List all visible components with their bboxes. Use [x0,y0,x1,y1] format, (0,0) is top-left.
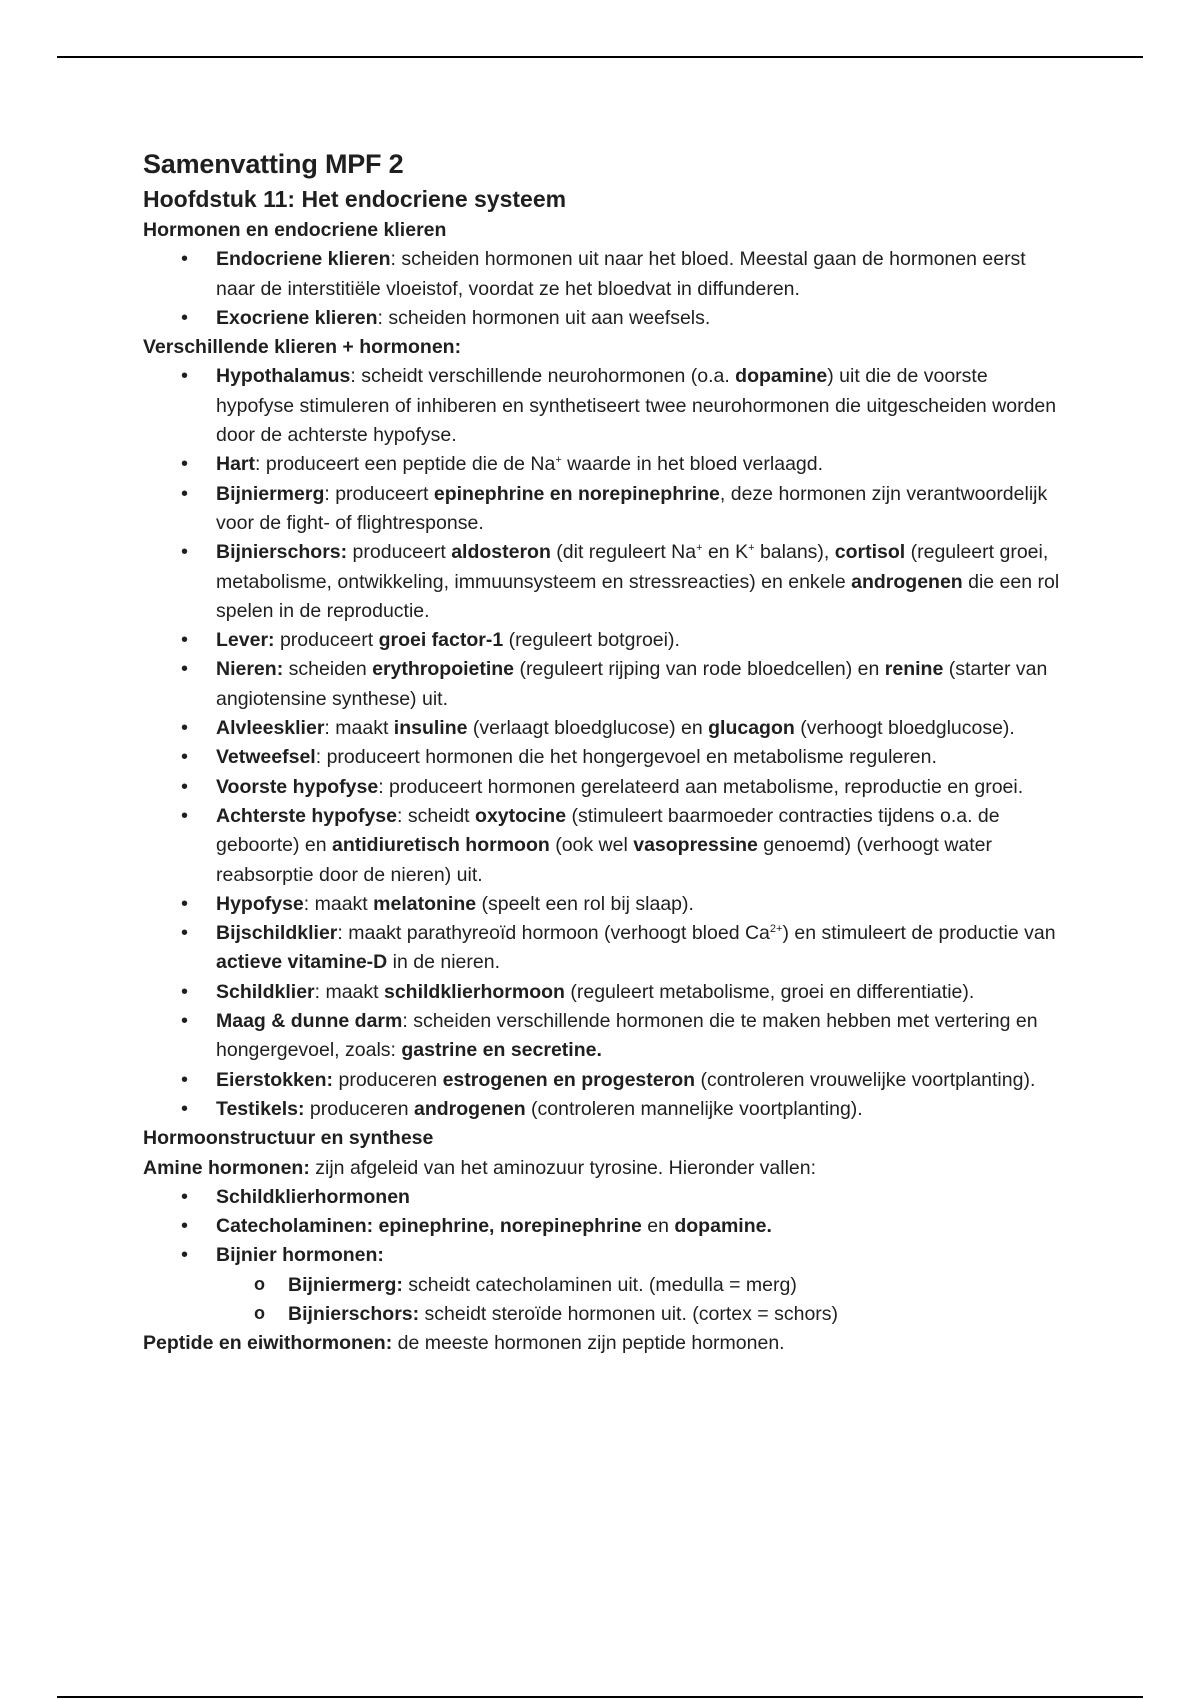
list-item: • Hypofyse: maakt melatonine (speelt een rol bij slaap). [143,890,1063,919]
section-heading-hormonen: Hormonen en endocriene klieren [143,219,447,241]
list-item: • Alvleesklier: maakt insuline (verlaagt bloedglucose) en glucagon (verhoogt bloedglucose). [143,714,1063,743]
list-item: • Voorste hypofyse: produceert hormonen gerelateerd aan metabolisme, reproductie en groei. [143,773,1063,802]
list-item: • Nieren: scheiden erythropoietine (reguleert rijping van rode bloedcellen) en renine (starter van angiotensine synthese) uit. [143,655,1063,714]
list-item: • Bijnier hormonen: [143,1241,1063,1270]
document-title: Samenvatting MPF 2 [143,149,404,179]
paragraph-peptide: Peptide en eiwithormonen: de meeste hormonen zijn peptide hormonen. [143,1332,785,1355]
list-item: • Bijschildklier: maakt parathyreoïd hormoon (verhoogt bloed $Ca^{2+}$) en stimuleert de productie van actieve vitamine-D in de nieren. [143,919,1063,978]
section-heading-klieren: Verschillende klieren + hormonen: [143,336,462,359]
document-body [143,146,1063,1359]
list-item: • Endocriene klieren: scheiden hormonen uit naar het bloed. Meestal gaan de hormonen eerst naar de interstitiële vloeistof, voordat ze het bloedvat in diffunderen. [143,245,1063,304]
chapter-heading: Hoofdstuk 11: Het endocriene systeem [143,186,567,212]
list-item: • Eierstokken: produceren estrogenen en progesteron (controleren vrouwelijke voortplanting). [143,1066,1063,1095]
list-klieren-hormonen [143,362,1063,1124]
list-item: • Achterste hypofyse: scheidt oxytocine (stimuleert baarmoeder contracties tijdens o.a. de geboorte) en antidiuretisch hormoon (ook wel vasopressine genoemd) (verhoogt water reabsorptie door de nieren) uit. [143,802,1063,890]
list-item: • Exocriene klieren: scheiden hormonen uit aan weefsels. [143,304,1063,333]
list-item: • Vetweefsel: produceert hormonen die het hongergevoel en metabolisme reguleren. [143,743,1063,772]
list-item: • Testikels: produceren androgenen (controleren mannelijke voortplanting). [143,1095,1063,1124]
list-item: • Hypothalamus: scheidt verschillende neurohormonen (o.a. dopamine) uit die de voorste hypofyse stimuleren of inhiberen en synthetiseert twee neurohormonen die uitgescheiden worden door de achterste hypofyse. [143,362,1063,450]
list-item: • Catecholaminen: epinephrine, norepinephrine en dopamine. [143,1212,1063,1241]
list-item: o Bijnierschors: scheidt steroïde hormonen uit. (cortex = schors) [143,1300,1063,1329]
paragraph-amine: Amine hormonen: zijn afgeleid van het aminozuur tyrosine. Hieronder vallen: [143,1156,817,1179]
list-klieren-types [143,245,1063,333]
list-item: • Schildklier: maakt schildklierhormoon (reguleert metabolisme, groei en differentiatie). [143,978,1063,1007]
list-item: • Bijniermerg: produceert epinephrine en norepinephrine, deze hormonen zijn verantwoordelijk voor de fight- of flightresponse. [143,480,1063,539]
list-item: • Hart: produceert een peptide die de Na+ waarde in het bloed verlaagd. [143,450,1063,479]
header-rule [57,56,1143,58]
list-item: • Maag & dunne darm: scheiden verschillende hormonen die te maken hebben met vertering en hongergevoel, zoals: gastrine en secretine. [143,1007,1063,1066]
footer-rule [57,1696,1143,1698]
list-amine-hormonen [143,1183,1063,1271]
section-heading-structuur: Hormoonstructuur en synthese [143,1127,434,1150]
list-item: • Bijnierschors: produceert aldosteron (dit reguleert Na+ en K+ balans), cortisol (reguleert groei, metabolisme, ontwikkeling, immuunsysteem en stressreacties) en enkele androgenen die een rol spelen in de reproductie. [143,538,1063,626]
list-item: • Lever: produceert groei factor-1 (reguleert botgroei). [143,626,1063,655]
list-item: • Schildklierhormonen [143,1183,1063,1212]
list-item: o Bijniermerg: scheidt catecholaminen uit. (medulla = merg) [143,1271,1063,1300]
sublist-bijnier [143,1271,1063,1330]
